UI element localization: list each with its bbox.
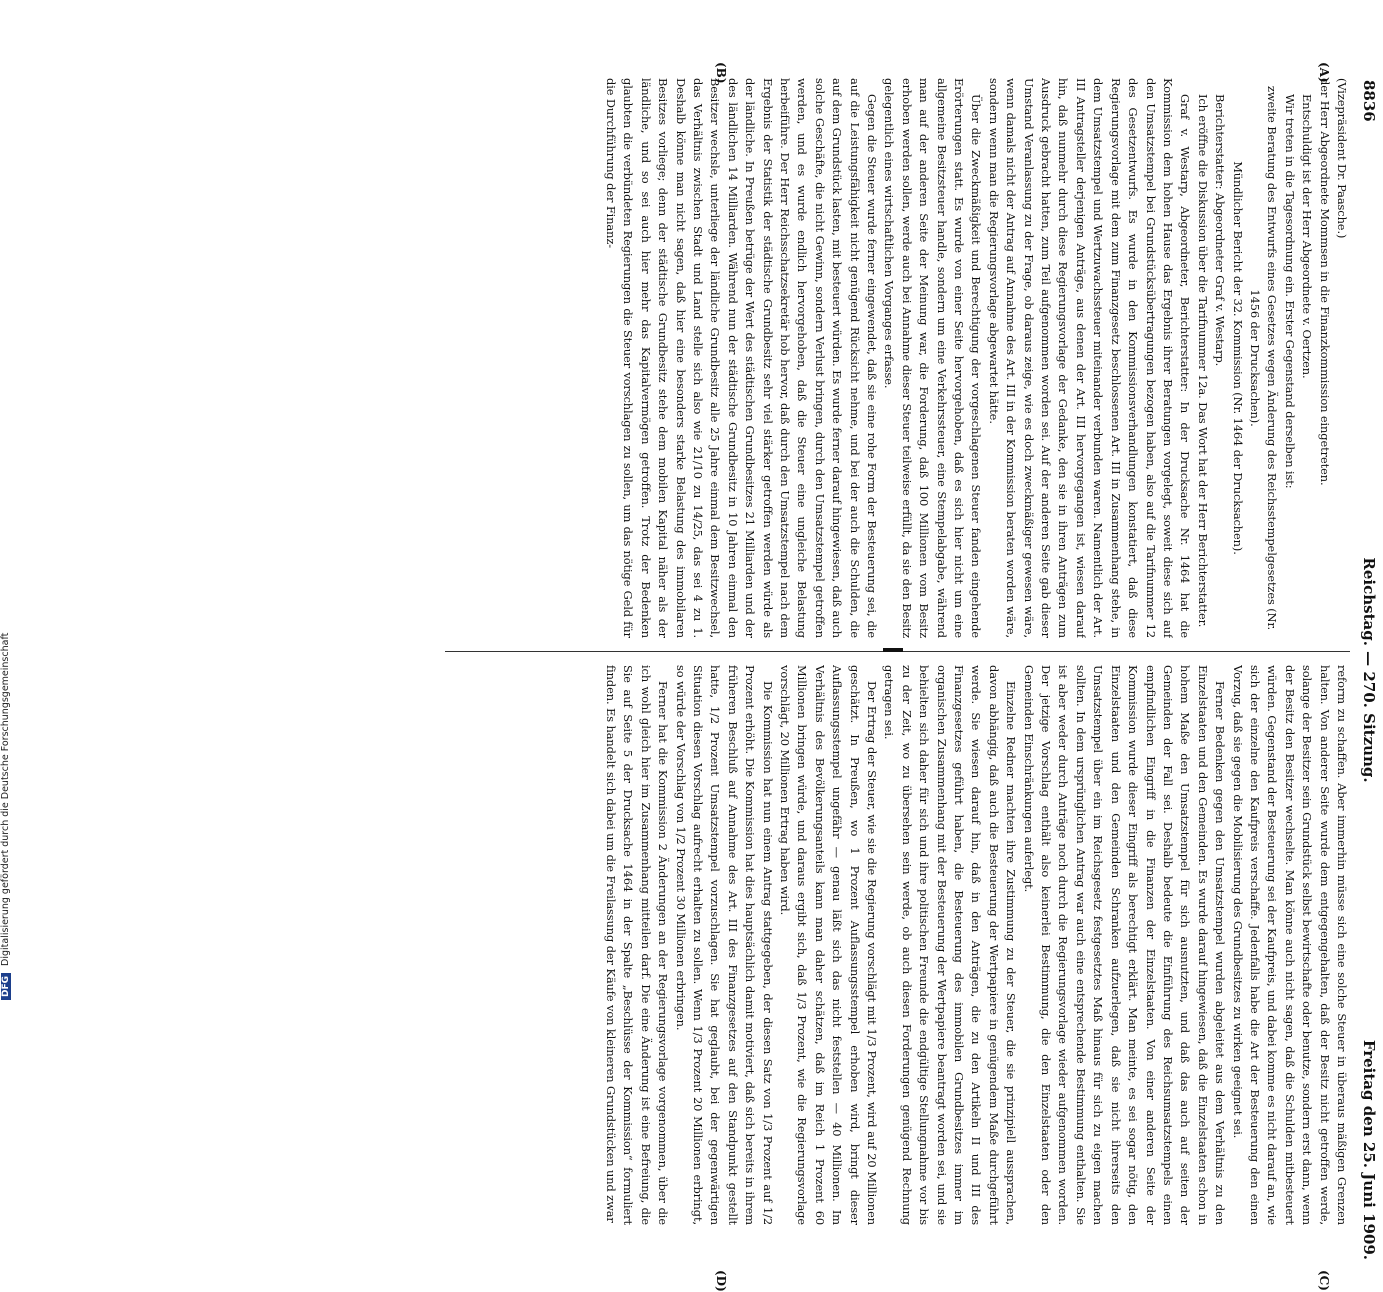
margin-marker-d: (D) bbox=[714, 1270, 728, 1292]
paragraph: Wir treten in die Tagesordnung ein. Erster Gegenstand derselben ist: bbox=[1282, 94, 1297, 489]
paragraph: Die Kommission hat nun einem Antrag stattgegeben, der diesen Satz von 1/3 Prozent auf 1/2 Prozent erhöht. Die Kommission hat dies hauptsächlich damit motiviert, daß sich bereits in ihrem früheren Beschluß auf Annahme des Art. III des Finanzgesetzes auf den Standpunkt gestellt hatte, 1/2 Prozent Umsatzstempel vorzuschlagen. Sie hat geglaubt, bei der gegenwärtigen Situation diesen Vorschlag aufrecht erhalten zu sollen. Wenn 1/3 Prozent 20 Millionen erbringt, so würde der Vorschlag von 1/2 Prozent 30 Millionen erbringen. bbox=[673, 665, 775, 1225]
paragraph: Ferner hat die Kommission 2 Änderungen an der Regierungsvorlage vorgenommen, über die ich wohl gleich hier im Zusammenhang mitteilen darf. Die eine Änderung ist eine Befreiung, die Sie auf Seite 5 der Drucksache 1464 in der Spalte „Beschlüsse der Kommission“ formuliert finden. Es handelt sich dabei um die Freilassung der Käufe von kleineren Grundstücken und zwar bbox=[603, 665, 671, 1225]
column-divider-mark bbox=[883, 648, 903, 652]
page-number: 8836 bbox=[1360, 80, 1378, 122]
paragraph: der Herr Abgeordnete Mommsen in die Finanzkommission eingetreten. bbox=[1317, 78, 1332, 486]
paragraph: Mündlicher Bericht der 32. Kommission (Nr. 1464 der Drucksachen). bbox=[1230, 161, 1245, 555]
paragraph: Berichterstatter: Abgeordneter Graf v. Westarp. bbox=[1213, 94, 1228, 367]
paragraph: Entschuldigt ist der Herr Abgeordnete v. Oertzen. bbox=[1300, 94, 1315, 379]
footer-rotated bbox=[0, 10, 14, 1000]
page-title: Reichstag. — 270. Sitzung. bbox=[1360, 557, 1378, 783]
paragraph: Der Ertrag der Steuer, wie sie die Regierung vorschlägt mit 1/3 Prozent, wird auf 20 Millionen geschätzt. In Preußen, wo 1 Prozent Auflassungsstempel erhoben wird, bringt dieser Auflassungsstempel ungefähr — genau läßt sich das nicht feststellen — 40 Millionen. Im Verhältnis des Bevölkerungsanteils kann man daher schätzen, daß im Reich 1 Prozent 60 Millionen bringen würde, und daraus ergibt sich, daß 1/3 Prozent, wie die Regierungsvorlage vorschlägt, 20 Millionen Ertrag haben wird. bbox=[778, 665, 880, 1225]
margin-marker-a: (A) bbox=[1317, 62, 1331, 83]
paragraph: Ich eröffne die Diskussion über die Tarifnummer 12a. Das Wort hat der Herr Berichterstatter. bbox=[1195, 94, 1210, 628]
footer-text: Digitalisierung gefördert durch die Deutsche Forschungsgemeinschaft bbox=[0, 632, 11, 966]
margin-marker-c: (C) bbox=[1317, 1270, 1331, 1291]
paragraph: reform zu schaffen. Aber immerhin müsse sich eine solche Steuer in überaus mäßigen Grenzen halten. Von anderer Seite wurde dem entgegengehalten, daß der Besitz nicht getroffen werde, solange der Besitzer sein Grundstück selbst bewirtschafte oder benutze, sondern erst dann, wenn der Besitz den Besitzer wechselte. Man könne auch nicht sagen, daß die Schulden mitbesteuert würden. Gegenstand der Besteuerung sei der Kaufpreis, und dabei komme es nicht darauf an, wie sich der einzelne den Kaufpreis verschaffe. Jedenfalls habe die Art der Besteuerung den einen Vorzug, daß sie gegen die Mobilisierung des Grundbesitzes zu wirken geeignet sei. bbox=[1230, 665, 1349, 1225]
margin-marker-b: (B) bbox=[714, 62, 728, 84]
paragraph: zweite Beratung des Entwurfs eines Gesetzes wegen Änderung des Reichsstempelgesetzes (Nr. 1456 der Drucksachen). bbox=[1247, 85, 1280, 631]
paragraph: Graf v. Westarp, Abgeordneter, Berichterstatter: In der Drucksache Nr. 1464 hat die Kommission dem hohen Hause das Ergebnis ihrer Beratungen vorgelegt, soweit diese sich auf den Umsatzstempel bei Grundstücksübertragungen bezogen haben, also auf die Tarifnummer 12 des Gesetzentwurfs. Es wurde in den Kommissionsverhandlungen konstatiert, daß diese Regierungsvorlage mit dem zum Finanzgesetz beschlossenen Art. III in Zusammenhang stehe, in dem Umsatzstempel und Wertzuwachssteuer miteinander verbunden waren. Namentlich der Art. III Antragsteller derjenigen Anträge, aus denen der Art. III hervorgegangen ist, wiesen darauf hin, daß nunmehr durch diese Regierungsvorlage der Gedanke, den sie in ihren Anträgen zum Ausdruck gebracht hatten, zum Teil aufgenommen worden sei. Auf der anderen Seite gab dieser Umstand Veranlassung zu der Frage, ob daraus zeige, wie es doch zweckmäßiger gewesen wäre, wenn damals nicht der Antrag auf Annahme des Art. III in der Kommission beraten worden wäre, sondern wenn man die Regierungsvorlage abgewartet hätte. bbox=[986, 78, 1193, 638]
paragraph: (Vizepräsident Dr. Paasche.) bbox=[1335, 78, 1349, 239]
left-text-column bbox=[450, 78, 1350, 638]
right-text-column bbox=[450, 665, 1350, 1225]
paragraph: Einzelne Redner machten ihre Zustimmung zu der Steuer, die sie prinzipiell aussprachen, davon abhängig, daß auch die Besteuerung der Wertpapiere in genügendem Maße durchgeführt werde. Sie wiesen darauf hin, daß in den Anträgen, die zu den Artikeln II und III des Finanzgesetzes geführt haben, die Besteuerung des immobilen Grundbesitzes immer im organischen Zusammenhang mit der Besteuerung der Wertpapiere beantragt worden sei, und sie behielten sich daher für sich und ihre politischen Freunde die endgültige Stellungnahme vor bis zu der Zeit, wo zu übersehen sein werde, ob auch diesen Forderungen genügend Rechnung getragen sei. bbox=[882, 665, 1019, 1225]
paragraph: Ferner Bedenken gegen den Umsatzstempel wurden abgeleitet aus dem Verhältnis zu den Einzelstaaten und den Gemeinden. Es wurde darauf hingewiesen, daß die Einzelstaaten schon in hohem Maße den Umsatzstempel für sich ausnutzten, und daß das auch auf seiten der Gemeinden der Fall sei. Deshalb bedeute die Einführung des Reichsumsatzstempels einen empfindlichen Eingriff in die Finanzen der Einzelstaaten. Von einer anderen Seite der Kommission wurde dieser Eingriff als berechtigt erklärt. Man meinte, es sei sogar nötig, den Einzelstaaten und den Gemeinden Schranken aufzuerlegen, daß sie nicht ihrerseits den Umsatzstempel über ein im Reichsgesetz festgesetztes Maß hinaus für sich zu eigen machen sollten. In dem ursprünglichen Antrag war auch eine entsprechende Bestimmung enthalten. Sie ist aber weder durch Anträge noch durch die Regierungsvorlage wieder aufgenommen worden. Der jetzige Vorschlag enthält also keinerlei Bestimmung, die den Einzelstaaten oder den Gemeinden Einschränkungen auferlegt. bbox=[1021, 665, 1228, 1225]
paragraph: Über die Zweckmäßigkeit und Berechtigung der vorgeschlagenen Steuer fanden eingehende Erörterungen statt. Es wurde von einer Seite hervorgehoben, daß es sich hier nicht um eine allgemeine Besitzsteuer handle, sondern um eine Verkehrssteuer, eine Stempelabgabe, während man auf der anderen Seite der Meinung war, die Forderung, daß 100 Millionen vom Besitz erhoben werden sollen, werde auch bei Annahme dieser Steuer teilweise erfüllt, da sie den Besitz gelegentlich eines wirtschaftlichen Vorganges erfasse. bbox=[882, 78, 984, 638]
page-date: Freitag den 25. Juni 1909. bbox=[1360, 1039, 1378, 1260]
dfg-logo: DFG bbox=[1, 973, 11, 1000]
paragraph: Gegen die Steuer wurde ferner eingewendet, daß sie eine rohe Form der Besteuerung sei, die auf die Leistungsfähigkeit nicht genügend Rücksicht nehme, und bei der auch die Schulden, die auf dem Grundstück lasten, mit besteuert würden. Es wurde ferner darauf hingewiesen, daß auch solche Geschäfte, die nicht Gewinn, sondern Verlust bringen, durch den Umsatzstempel getroffen werden, und es wurde endlich hervorgehoben, daß die Steuer eine ungleiche Belastung herbeiführe. Der Herr Reichsschatzsekretär hob hervor, daß durch den Umsatzstempel nach dem Ergebnis der Statistik der städtische Grundbesitz sehr viel stärker getroffen werden würde als der ländliche. In Preußen betrüge der Wert des städtischen Grundbesitzes 21 Milliarden und der des ländlichen 14 Milliarden. Während nun der städtische Grundbesitz in 10 Jahren einmal den Besitzer wechsle, unterliege der ländliche Grundbesitz alle 25 Jahre einmal dem Besitzwechsel, das Verhältnis zwischen Stadt und Land stelle sich also wie 21/10 zu 14/25, das sei 4 zu 1. Deshalb könne man nicht sagen, daß hier eine besonders starke Belastung des immobilaren Besitzes vorliege; denn der städtische Grundbesitz stehe dem mobilen Kapital näher als der ländliche, und so sei auch hier mehr das Kapitalvermögen getroffen. Trotz der Bedenken glaubten die verbündeten Regierungen die Steuer vorschlagen zu sollen, um das nötige Geld für die Durchführung der Finanz- bbox=[603, 78, 880, 638]
page-header bbox=[1354, 80, 1378, 1260]
